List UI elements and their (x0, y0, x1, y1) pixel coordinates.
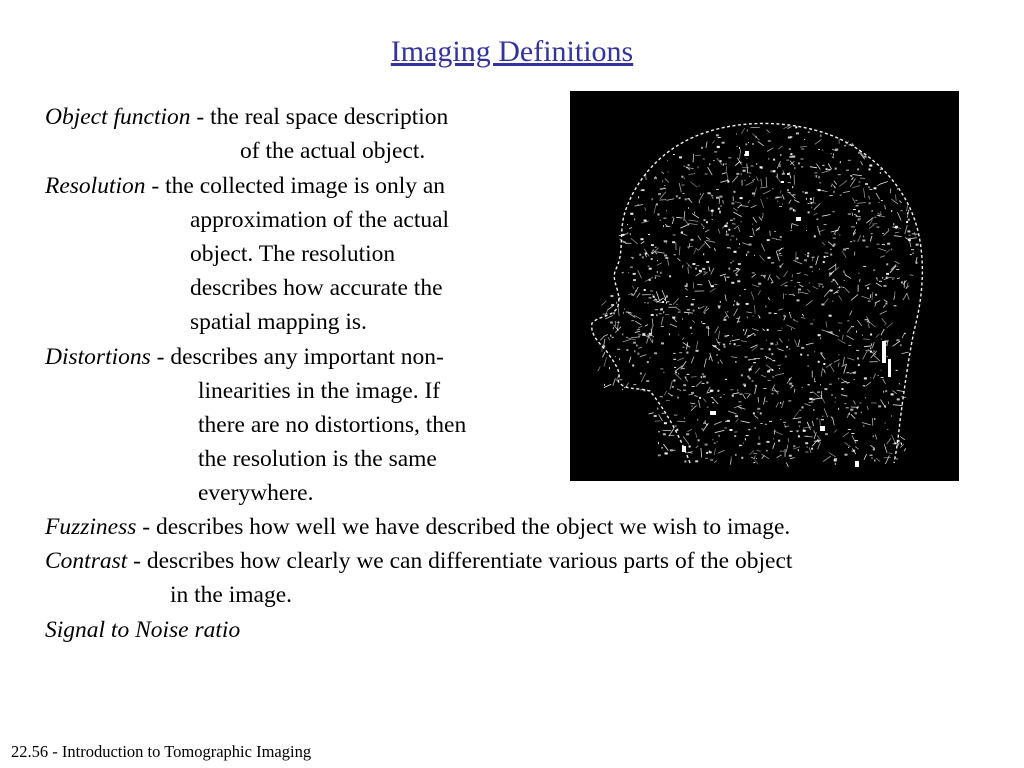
distortions-text-1: - describes any important non- (150, 344, 444, 370)
footer-course-title: 22.56 - Introduction to Tomographic Imaging (11, 742, 312, 761)
head-profile-image (570, 91, 959, 481)
contrast-text-1: - describes how clearly we can differentiate various parts of the object (127, 548, 793, 574)
term-contrast: Contrast (45, 548, 128, 574)
resolution-text-2: approximation of the actual (190, 207, 450, 233)
definition-fuzziness (45, 510, 790, 544)
term-resolution: Resolution (45, 173, 146, 199)
definition-distortions (45, 340, 444, 374)
head-edge-graphic (570, 91, 959, 481)
distortions-text-2: linearities in the image. If (198, 378, 441, 404)
term-fuzziness: Fuzziness (45, 514, 137, 540)
resolution-text-4: describes how accurate the (190, 275, 443, 301)
object-function-text-1: - the real space description (190, 104, 449, 130)
slide-title: Imaging Definitions (390, 35, 634, 68)
definition-object-function (45, 100, 448, 134)
distortions-text-4: the resolution is the same (198, 446, 437, 472)
fuzziness-text-1: - describes how well we have described the object we wish to image. (136, 514, 791, 540)
object-function-text-2: of the actual object. (240, 138, 426, 164)
resolution-text-3: object. The resolution (190, 241, 396, 267)
resolution-text-5: spatial mapping is. (190, 309, 367, 335)
resolution-text-1: - the collected image is only an (145, 173, 446, 199)
term-signal-to-noise: Signal to Noise ratio (45, 617, 241, 643)
term-object-function: Object function (45, 104, 191, 130)
definition-signal-to-noise (45, 613, 240, 647)
definition-resolution (45, 169, 445, 203)
distortions-text-3: there are no distortions, then (198, 412, 467, 438)
distortions-text-5: everywhere. (198, 480, 314, 506)
contrast-text-2: in the image. (170, 582, 293, 608)
term-distortions: Distortions (45, 344, 151, 370)
definition-contrast (45, 544, 792, 578)
